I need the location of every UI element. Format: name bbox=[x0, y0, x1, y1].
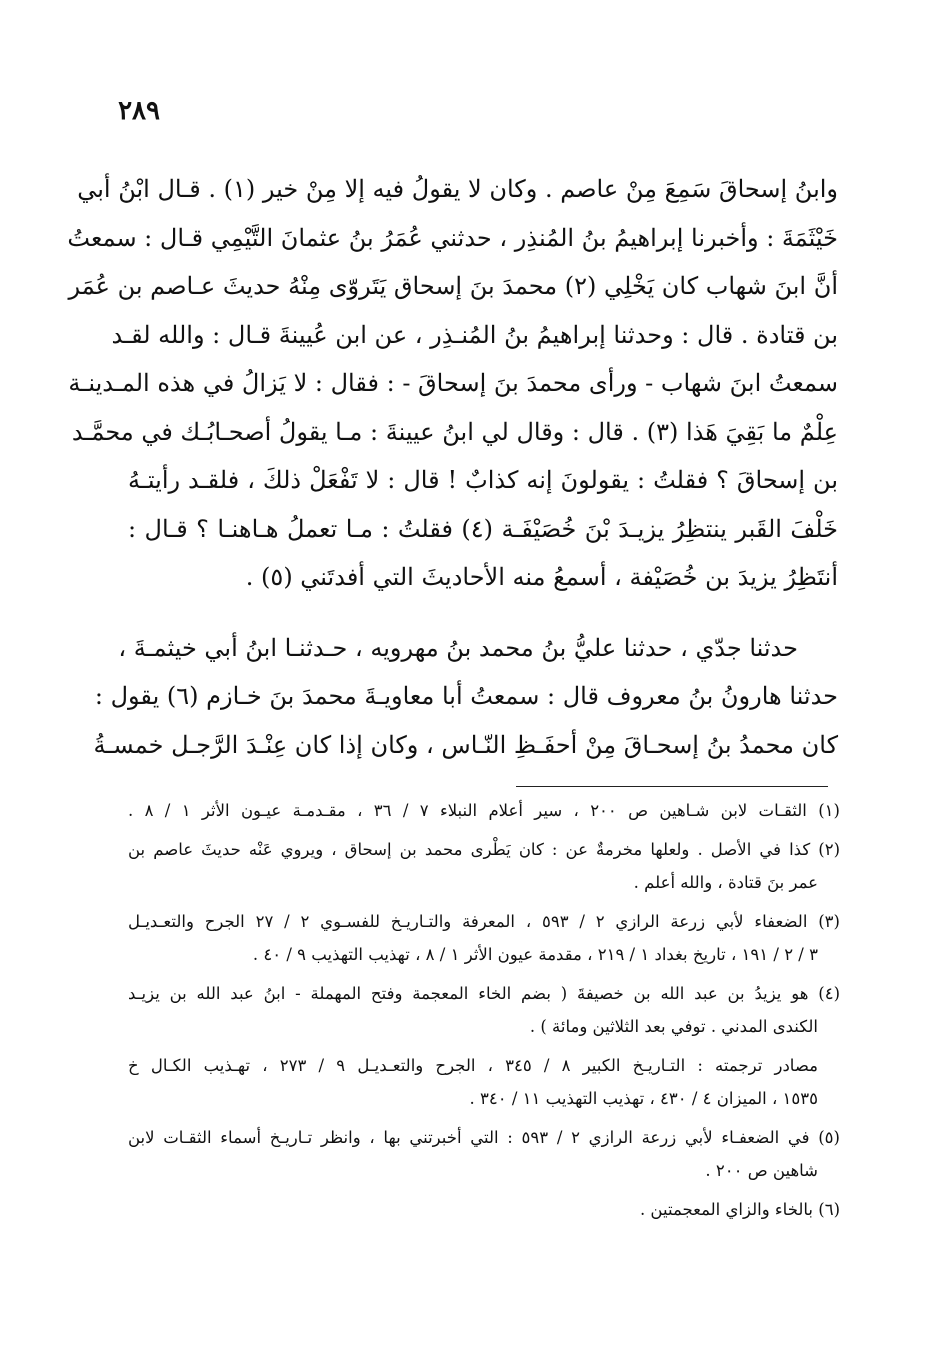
footnote-line: عمر بنَ قتادة ، والله أعلم . bbox=[633, 873, 818, 892]
footnote-6 bbox=[128, 1193, 840, 1226]
footnote-line: (٢) كذا في الأصل . ولعلها مخرمةٌ عن : كان يَطْرى محمد بن إسحاق ، ويروي عَنْه حديثَ عاصم بن bbox=[128, 840, 840, 859]
page-number: ٢٨٩ bbox=[118, 96, 160, 126]
text-line: خَلْفَ القَبر ينتظِرُ يزيـدَ بْنَ خُصَيْفَـة (٤) فقلتُ : مـا تعملُ هـاهنـا ؟ قـال : bbox=[128, 514, 838, 543]
footnote-line: (٣) الضعفاء لأبي زرعة الرازي ٢ / ٥٩٣ ، المعرفة والتـاريـخ للفسـوي ٢ / ٢٧ الجرح والتعـديـل bbox=[128, 912, 840, 931]
footnote-2 bbox=[128, 833, 840, 899]
paragraph-1 bbox=[67, 165, 838, 602]
text-line: خَيْثَمَةَ : وأخبرنا إبراهيمُ بنُ المُنذِر ، حدثني عُمَرُ بنُ عثمانَ التَّيْمِي قـال : سمعتُ bbox=[67, 223, 838, 252]
footnote-1 bbox=[128, 794, 840, 827]
text-line: عِلْمٌ ما بَقِيَ هَذا (٣) . قال : وقال لي ابنُ عيينةَ : مـا يقولُ أصحـابُـك في محمَّـد bbox=[71, 417, 838, 446]
footnote-line: الكندى المدني . توفي بعد الثلاثين ومائة ) . bbox=[529, 1017, 818, 1036]
text-line: حدثنا جدّي ، حدثنا عليُّ بنُ محمد بنُ مهرويه ، حـدثنـا ابنُ أبي خيثمـةَ ، bbox=[118, 633, 798, 662]
main-text bbox=[67, 165, 838, 769]
footnote-line: (٥) في الضعفـاء لأبي زرعة الرازي ٢ / ٥٩٣ : التي أخبرتني بها ، وانظر تـاريـخ أسماء الثقـات لابن bbox=[128, 1128, 840, 1147]
footnote-3 bbox=[128, 905, 840, 971]
text-line: وابنُ إسحاقَ سَمِعَ مِنْ عاصم . وكان لا يقولُ فيه إلا مِنْ خير (١) . قـال ابْنُ أبي bbox=[77, 175, 838, 203]
footnotes bbox=[128, 794, 840, 1232]
footnote-separator bbox=[516, 786, 828, 787]
paragraph-2 bbox=[93, 624, 838, 770]
footnote-line: (١) الثقـات لابن شـاهين ص ٢٠٠ ، سير أعلام النبلاء ٧ / ٣٦ ، مقـدمـة عيـون الأثر ١ / ٨ . bbox=[128, 801, 840, 820]
footnote-line: ١٥٣٥ ، الميزان ٤ / ٤٣٠ ، تهذيب التهذيب ١١ / ٣٤٠ . bbox=[469, 1089, 818, 1108]
text-line: كان محمدُ بنُ إسحـاقَ مِنْ أحفَـظِ النّـاس ، وكان إذا كان عِنْـدَ الرَّجـل خمسـةُ bbox=[93, 730, 838, 759]
footnote-4-sources bbox=[128, 1049, 840, 1115]
footnote-line: ٣ / ٢ / ١٩١ ، تاريخ بغداد ١ / ٢١٩ ، مقدمة عيون الأثر ١ / ٨ ، تهذيب التهذيب ٩ / ٤٠ . bbox=[252, 945, 818, 964]
text-line: حدثنا هارونُ بنُ معروف قال : سمعتُ أبا معاويـةَ محمدَ بنَ خـازم (٦) يقول : bbox=[94, 682, 838, 710]
text-line: أنتَظِرُ يزيدَ بن خُصَيْفة ، أسمعُ منه الأحاديثَ التي أفدتَني (٥) . bbox=[245, 563, 838, 591]
footnote-4 bbox=[128, 977, 840, 1043]
footnote-5 bbox=[128, 1121, 840, 1187]
text-line: أنَّ ابنَ شهاب كان يَخْلِي (٢) محمدَ بنَ إسحاق يَتَروّى مِنْهُ حديثَ عـاصم بن عُمَر bbox=[68, 272, 838, 300]
footnote-line: مصادر ترجمته : التـاريـخ الكبير ٨ / ٣٤٥ ، الجرح والتعـديـل ٩ / ٢٧٣ ، تهـذيب الكـال خ bbox=[128, 1056, 818, 1075]
footnote-line: (٤) هو يزيدُ بن عبد الله بن خصيفةَ ( بضم الخاء المعجمة وفتح المهملة - ابنُ عبد الله بن يزيـد bbox=[128, 984, 840, 1003]
footnote-line: (٦) بالخاء والزاي المعجمتين . bbox=[639, 1200, 840, 1219]
text-line: بن قتادة . قال : وحدثنا إبراهيمُ بنُ المُنـذِر ، عن ابن عُيينةَ قـال : والله لقـد bbox=[111, 320, 838, 349]
text-line: سمعتُ ابنَ شهاب - ورأى محمدَ بنَ إسحاقَ - : فقال : لا يَزالُ في هذه المـدينـة bbox=[68, 369, 838, 397]
footnote-line: شاهين ص ٢٠٠ . bbox=[705, 1161, 818, 1180]
text-line: بن إسحاقَ ؟ فقلتُ : يقولونَ إنه كذابٌ ! قال : لا تَفْعَلْ ذلكَ ، فلقـد رأيتـهُ bbox=[128, 466, 838, 494]
